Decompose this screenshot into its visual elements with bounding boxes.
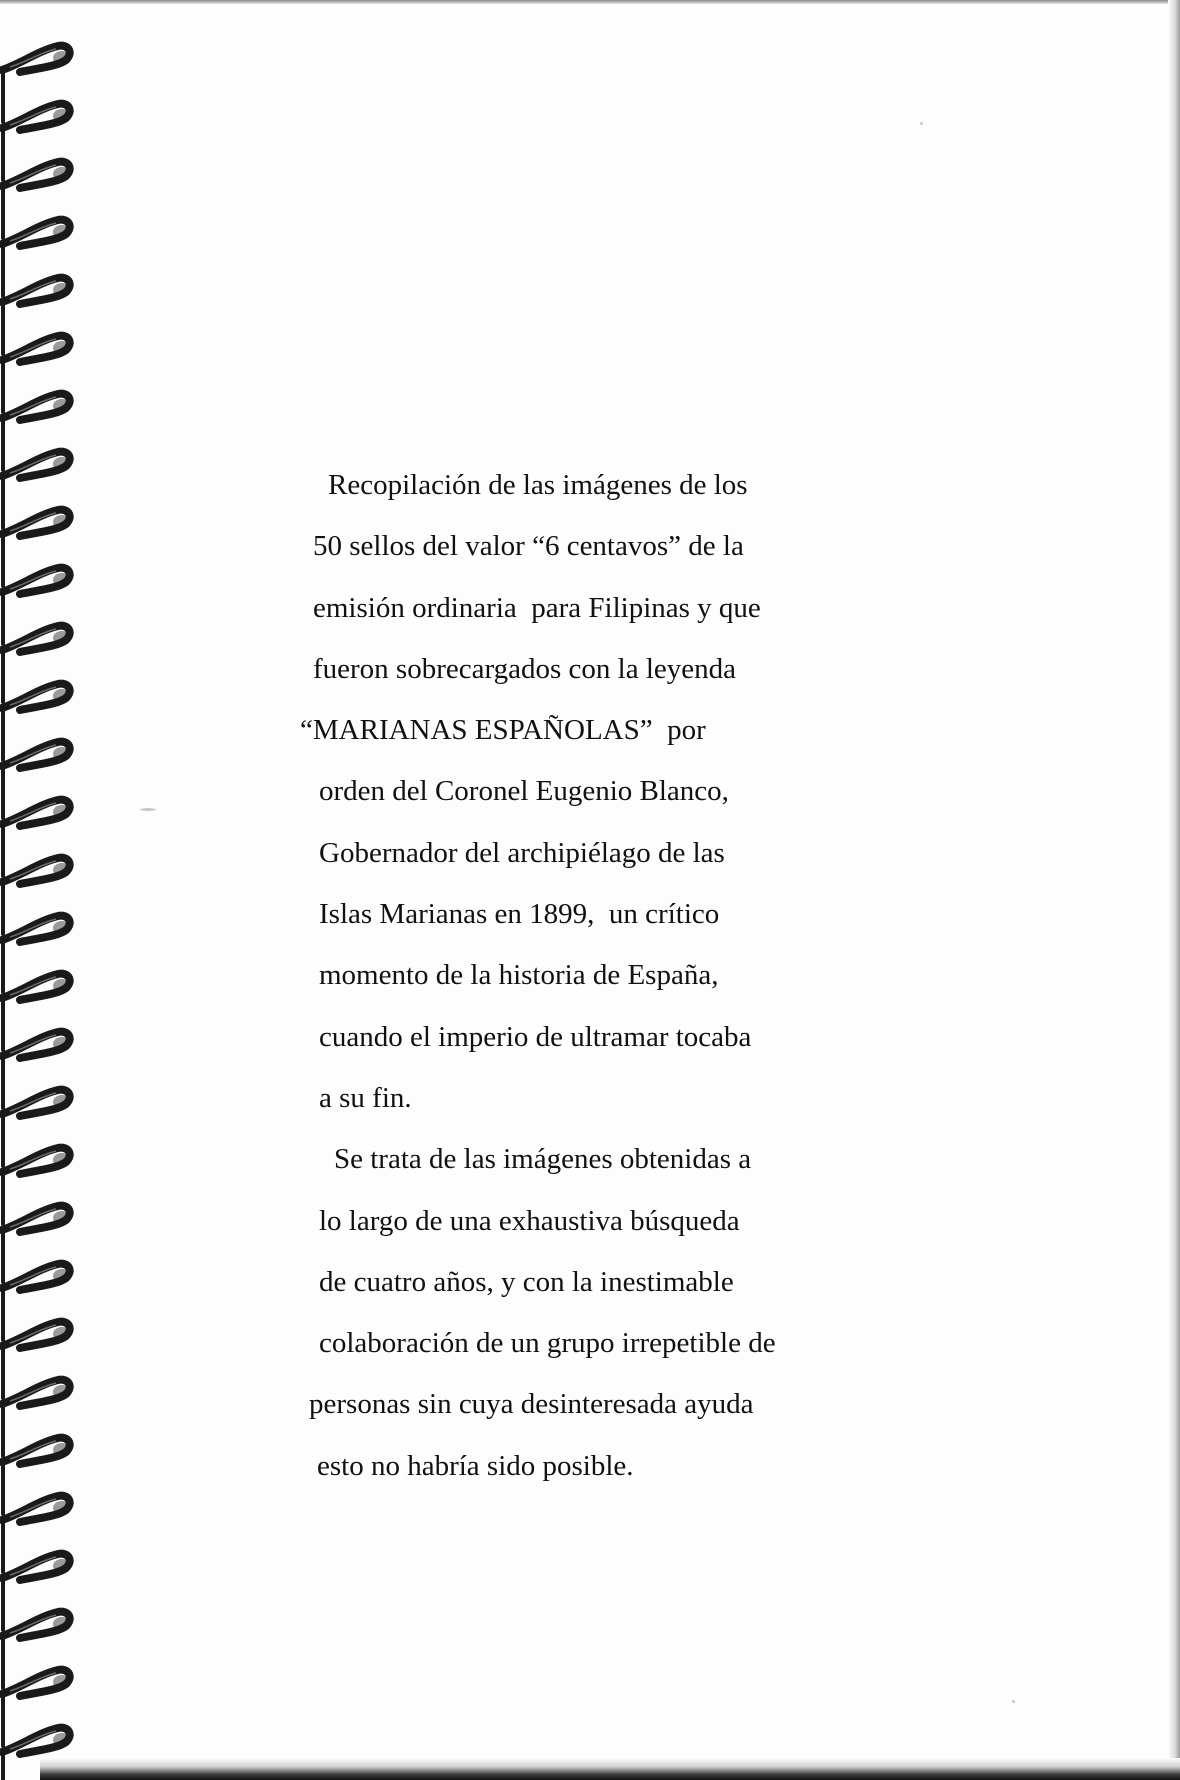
text-line: 50 sellos del valor “6 centavos” de la (313, 530, 744, 563)
text-line: a su fin. (319, 1081, 412, 1114)
text-line: emisión ordinaria para Filipinas y que (313, 591, 761, 624)
text-line: Gobernador del archipiélago de las (319, 836, 725, 869)
text-line: cuando el imperio de ultramar tocaba (319, 1020, 752, 1053)
text-line: Recopilación de las imágenes de los (328, 469, 748, 501)
text-line: colaboración de un grupo irrepetible de (319, 1327, 776, 1360)
spiral-binding-icon (0, 20, 80, 1780)
text-line: Islas Marianas en 1899, un crítico (319, 898, 720, 931)
page-bottom-edge (40, 1758, 1180, 1780)
text-line: Se trata de las imágenes obtenidas a (334, 1143, 752, 1176)
text-line: orden del Coronel Eugenio Blanco, (319, 775, 729, 808)
paragraph-2 (300, 1129, 860, 1497)
text-line: “MARIANAS ESPAÑOLAS” por (300, 714, 706, 747)
spiral-coil (2, 1728, 71, 1780)
text-line: lo largo de una exhaustiva búsqueda (319, 1204, 740, 1237)
paper-speck (920, 122, 923, 125)
paper-speck (140, 808, 156, 811)
text-line: personas sin cuya desinteresada ayuda (309, 1388, 754, 1421)
text-line: momento de la historia de España, (319, 959, 719, 992)
text-line: de cuatro años, y con la inestimable (319, 1265, 734, 1298)
body-text (300, 455, 860, 1497)
text-line: esto no habría sido posible. (317, 1449, 634, 1482)
text-line: fueron sobrecargados con la leyenda (313, 652, 737, 685)
page-top-edge (0, 0, 1180, 4)
page-right-edge (1168, 0, 1180, 1780)
paragraph-1 (300, 455, 860, 1129)
paper-speck (1012, 1700, 1015, 1703)
